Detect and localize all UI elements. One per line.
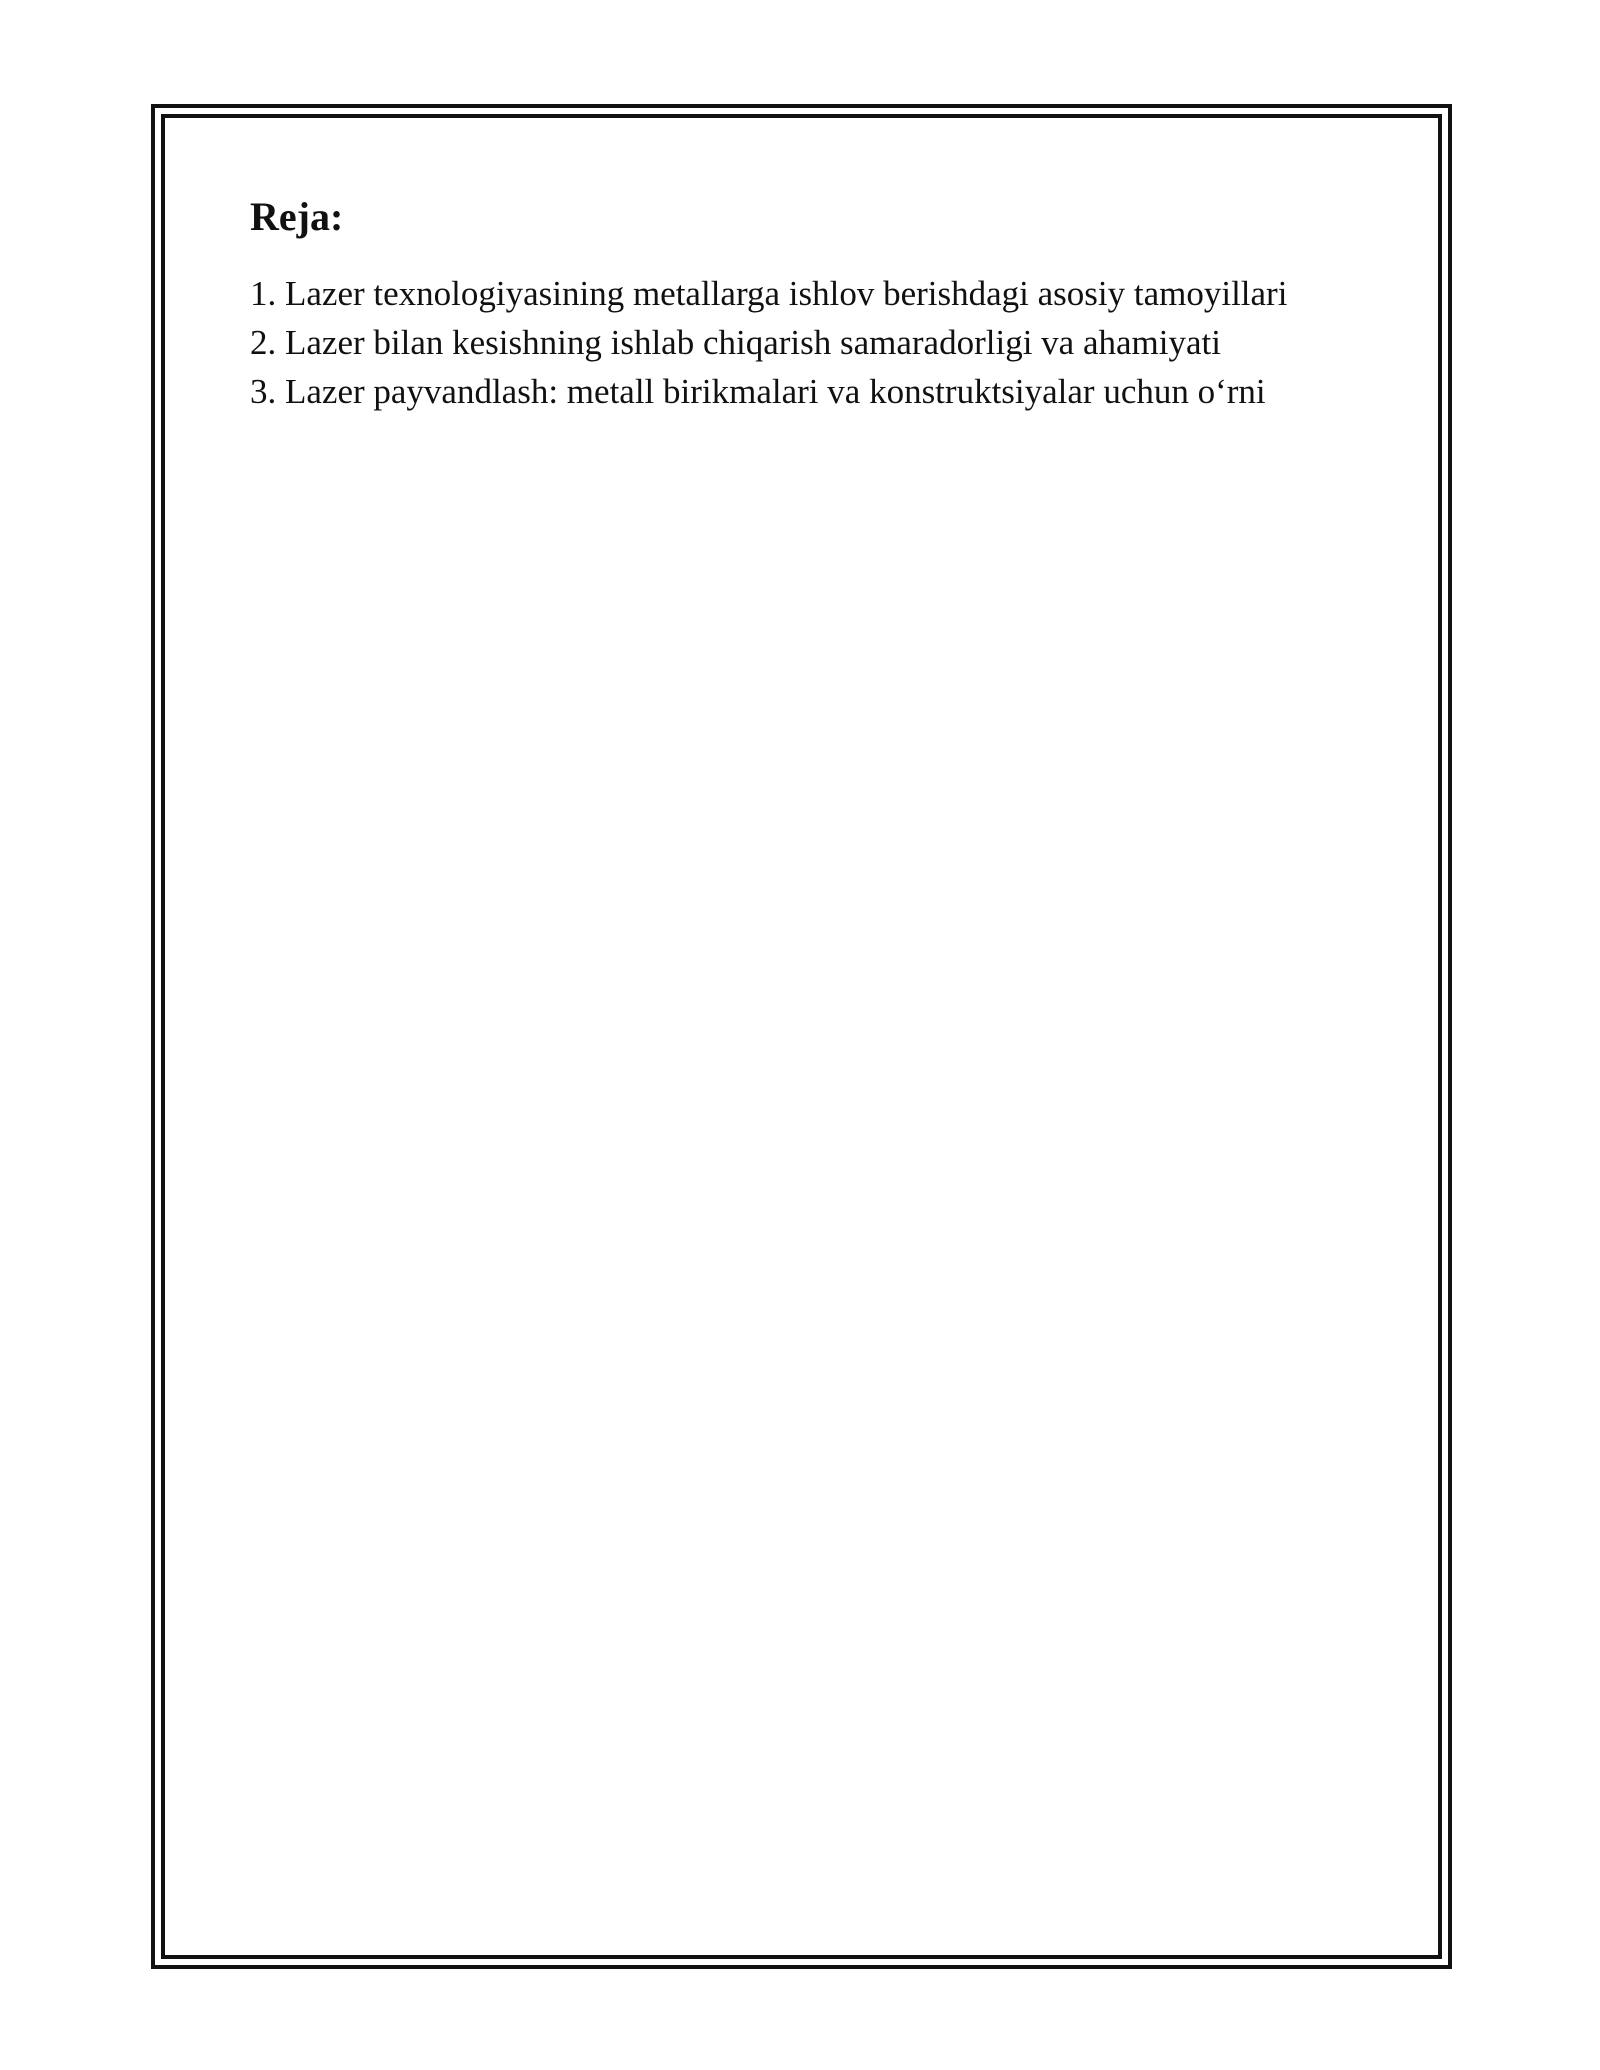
page-border-inner xyxy=(161,114,1442,1959)
plan-item-text: Lazer payvandlash: metall birikmalari va konstruktsiyalar uchun o‘rni xyxy=(285,372,1266,411)
plan-item-1 xyxy=(250,269,1378,318)
plan-item-text: Lazer bilan kesishning ishlab chiqarish samaradorligi va ahamiyati xyxy=(285,323,1221,362)
page-border-outer xyxy=(151,104,1452,1969)
plan-list xyxy=(250,269,1378,416)
plan-item-number: 1. xyxy=(250,274,277,313)
plan-item-number: 3. xyxy=(250,372,277,411)
plan-item-3 xyxy=(250,367,1378,416)
page-content xyxy=(250,193,1378,416)
plan-item-number: 2. xyxy=(250,323,277,362)
plan-item-2 xyxy=(250,318,1378,367)
plan-item-text: Lazer texnologiyasining metallarga ishlov berishdagi asosiy tamoyillari xyxy=(285,274,1288,313)
plan-heading: Reja: xyxy=(250,194,344,239)
